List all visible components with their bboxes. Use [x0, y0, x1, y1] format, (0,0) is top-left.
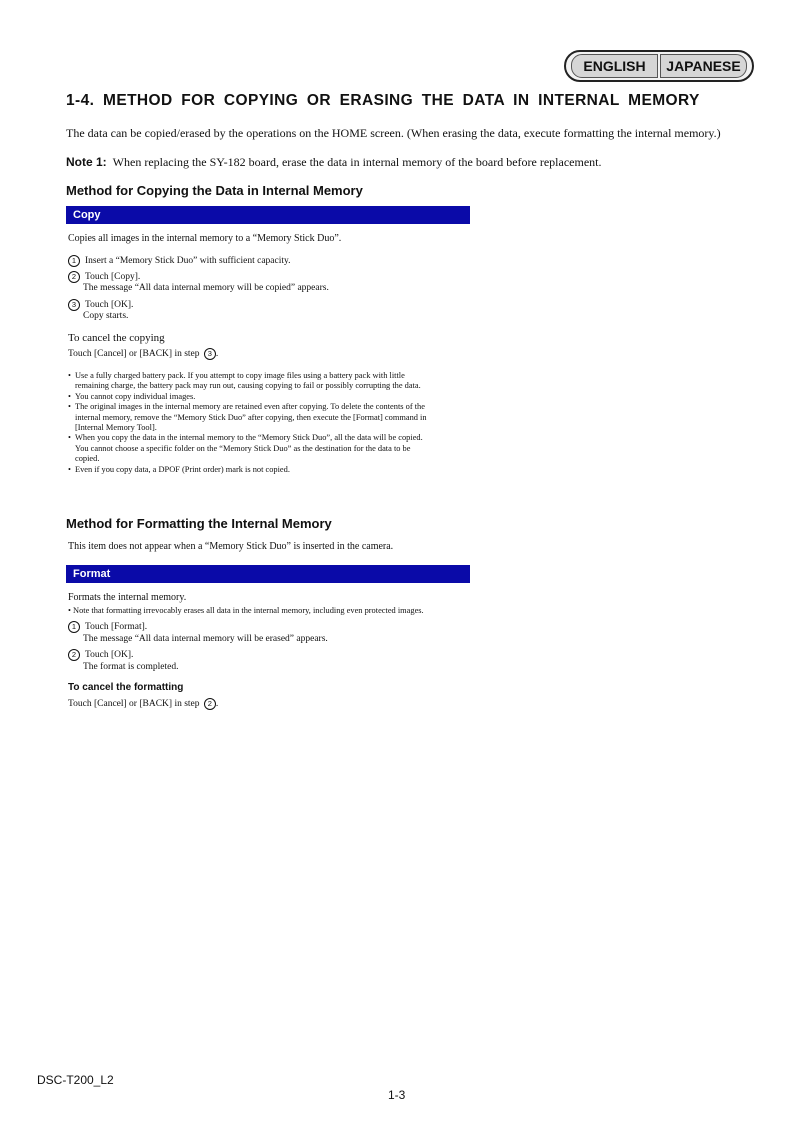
cancel-text: Touch [Cancel] or [BACK] in step — [68, 349, 200, 359]
note-text: When replacing the SY-182 board, erase the data in internal memory of the board before replacement. — [112, 155, 602, 169]
language-switch — [564, 50, 754, 82]
step-number: 3 — [68, 299, 80, 311]
format-cancel-text: Touch [Cancel] or [BACK] in step 2 . — [68, 699, 219, 709]
cancel-text: Touch [Cancel] or [BACK] in step — [68, 699, 200, 709]
step-text: Touch [Copy]. — [85, 272, 141, 282]
copy-cancel-text: Touch [Cancel] or [BACK] in step 3 . — [68, 349, 219, 359]
format-step-2-sub: The format is completed. — [83, 662, 179, 672]
format-step-1 — [68, 621, 147, 633]
format-step-1-sub: The message “All data internal memory will be erased” appears. — [83, 634, 328, 644]
footer-model: DSC-T200_L2 — [37, 1073, 114, 1087]
list-item — [68, 423, 427, 433]
format-bullet-text: Note that formatting irrevocably erases all data in the internal memory, including even protected images. — [73, 606, 424, 615]
page-number: 1-3 — [388, 1088, 406, 1102]
list-item: • Even if you copy data, a DPOF (Print order) mark is not copied. — [68, 465, 427, 475]
copy-notes-list — [68, 371, 427, 475]
list-item — [68, 413, 427, 423]
copy-step-2-sub: The message “All data internal memory will be copied” appears. — [83, 283, 329, 293]
copy-cancel-heading: To cancel the copying — [68, 332, 165, 344]
copy-description: Copies all images in the internal memory to a “Memory Stick Duo”. — [68, 233, 342, 244]
japanese-button[interactable]: JAPANESE — [660, 54, 747, 78]
note-label: Note 1: — [66, 155, 107, 169]
list-item — [68, 381, 427, 391]
intro-text: The data can be copied/erased by the operations on the HOME screen. (When erasing the data, execute formatting the internal memory.) — [66, 126, 721, 140]
list-item: • Use a fully charged battery pack. If you attempt to copy image files using a battery pack with little — [68, 371, 427, 381]
english-button[interactable]: ENGLISH — [571, 54, 658, 78]
format-cancel-heading: To cancel the formatting — [68, 682, 184, 693]
list-item: • The original images in the internal memory are retained even after copying. To delete the contents of the — [68, 402, 427, 412]
format-note: This item does not appear when a “Memory Stick Duo” is inserted in the camera. — [68, 541, 394, 552]
page-title: 1-4. METHOD FOR COPYING OR ERASING THE DATA IN INTERNAL MEMORY — [66, 92, 700, 109]
step-number: 2 — [68, 271, 80, 283]
step-text: Insert a “Memory Stick Duo” with sufficient capacity. — [85, 256, 291, 266]
copy-step-3-sub: Copy starts. — [83, 311, 129, 321]
step-text: Touch [OK]. — [85, 300, 134, 310]
format-bullet: • Note that formatting irrevocably erases all data in the internal memory, including even protected images. — [68, 606, 424, 615]
step-text: Touch [Format]. — [85, 622, 148, 632]
copy-step-1 — [68, 255, 291, 267]
copy-section-heading: Method for Copying the Data in Internal Memory — [66, 183, 363, 198]
step-number: 3 — [204, 348, 216, 360]
format-description: Formats the internal memory. — [68, 592, 187, 603]
list-item-cont: remaining charge, the battery pack may run out, causing copying to fail or possibly corrupting the data. — [75, 381, 421, 391]
step-number: 2 — [204, 698, 216, 710]
list-item-cont: copied. — [75, 454, 100, 464]
format-step-2 — [68, 649, 133, 661]
step-number: 1 — [68, 255, 80, 267]
list-item-cont: internal memory, remove the “Memory Stick Duo” after copying, then execute the [Format] command in — [75, 412, 427, 422]
copy-step-2 — [68, 271, 140, 283]
list-item-cont: [Internal Memory Tool]. — [75, 423, 157, 433]
list-item: • When you copy the data in the internal memory to the “Memory Stick Duo”, all the data will be copied. — [68, 433, 427, 443]
format-bar: Format — [66, 565, 470, 583]
note — [66, 155, 601, 170]
copy-bar: Copy — [66, 206, 470, 224]
list-item-cont: You cannot choose a specific folder on the “Memory Stick Duo” as the destination for the data to be — [75, 443, 411, 453]
format-section-heading: Method for Formatting the Internal Memory — [66, 516, 332, 531]
list-item — [68, 444, 427, 454]
step-number: 2 — [68, 649, 80, 661]
list-item — [68, 454, 427, 464]
copy-step-3 — [68, 299, 133, 311]
step-number: 1 — [68, 621, 80, 633]
list-item: • You cannot copy individual images. — [68, 392, 427, 402]
step-text: Touch [OK]. — [85, 650, 134, 660]
